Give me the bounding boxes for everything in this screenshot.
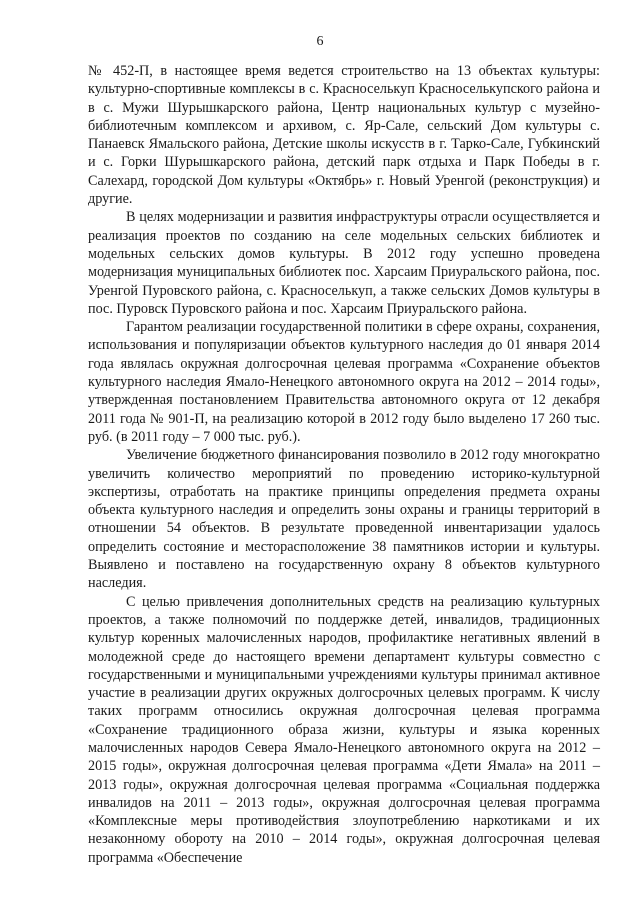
- paragraph-continuation: № 452-П, в настоящее время ведется строительство на 13 объектах культуры: культурно-спортивные комплексы в с. Красноселькуп Красноселькупского района и в с. Мужи Шурышкарского района, Центр национальных культур с музейно-библиотечным комплексом и архивом, с. Яр-Сале, сельский Дом культуры с. Панаевск Ямальского района, Детские школы искусств в г. Тарко-Сале, Губкинский и с. Горки Шурышкарского района, детский парк отдыха и Парк Победы в г. Салехард, городской Дом культуры «Октябрь» г. Новый Уренгой (реконструкция) и другие.: [88, 63, 600, 208]
- page-number: 6: [316, 34, 324, 49]
- paragraph-other-programs: С целью привлечения дополнительных средств на реализацию культурных проектов, а также полномочий по поддержке детей, инвалидов, традиционных культур коренных малочисленных народов, профилактике негативных явлений в молодежной среде до настоящего времени департамент культуры совместно с государственными и муниципальными учреждениями культуры принимал активное участие в реализации других окружных долгосрочных целевых программ. К числу таких программ относились окружная долгосрочная целевая программа «Сохранение традиционного образа жизни, культуры и языка коренных малочисленных народов Севера Ямало-Ненецкого автономного округа на 2012 – 2015 годы», окружная долгосрочная целевая программа «Дети Ямала» на 2011 – 2013 годы», окружная долгосрочная целевая программа «Социальная поддержка инвалидов на 2011 – 2013 годы», окружная долгосрочная целевая программа «Комплексные меры противодействия злоупотреблению наркотиками и их незаконному обороту на 2010 – 2014 годы», окружная долгосрочная целевая программа «Обеспечение: [88, 593, 600, 866]
- document-body: [88, 62, 600, 867]
- paragraph-funding-increase: Увеличение бюджетного финансирования позволило в 2012 году многократно увеличить количество мероприятий по проведению историко-культурной экспертизы, отработать на практике принципы определения предмета охраны объекта культурного наследия и определить зоны охраны и границы территорий в отношении 54 объектов. В результате проведенной инвентаризации удалось определить состояние и месторасположение 38 памятников истории и культуры. Выявлено и поставлено на государственную охрану 8 объектов культурного наследия.: [88, 447, 600, 592]
- paragraph-infrastructure: В целях модернизации и развития инфраструктуры отрасли осуществляется и реализация проектов по созданию на селе модельных сельских библиотек и модельных сельских домов культуры. В 2012 году успешно проведена модернизация муниципальных библиотек пос. Харсаим Приуральского района, пос. Уренгой Пуровского района, с. Красноселькуп, а также сельских Домов культуры в пос. Пуровск Пуровского района и пос. Харсаим Приуральского района.: [88, 209, 600, 317]
- paragraph-heritage-program: Гарантом реализации государственной политики в сфере охраны, сохранения, использования и популяризации объектов культурного наследия до 01 января 2014 года являлась окружная долгосрочная целевая программа «Сохранение объектов культурного наследия Ямало-Ненецкого автономного округа на 2012 – 2014 годы», утвержденная постановлением Правительства автономного округа от 12 декабря 2011 года № 901-П, на реализацию которой в 2012 году было выделено 17 260 тыс. руб. (в 2011 году – 7 000 тыс. руб.).: [88, 319, 600, 445]
